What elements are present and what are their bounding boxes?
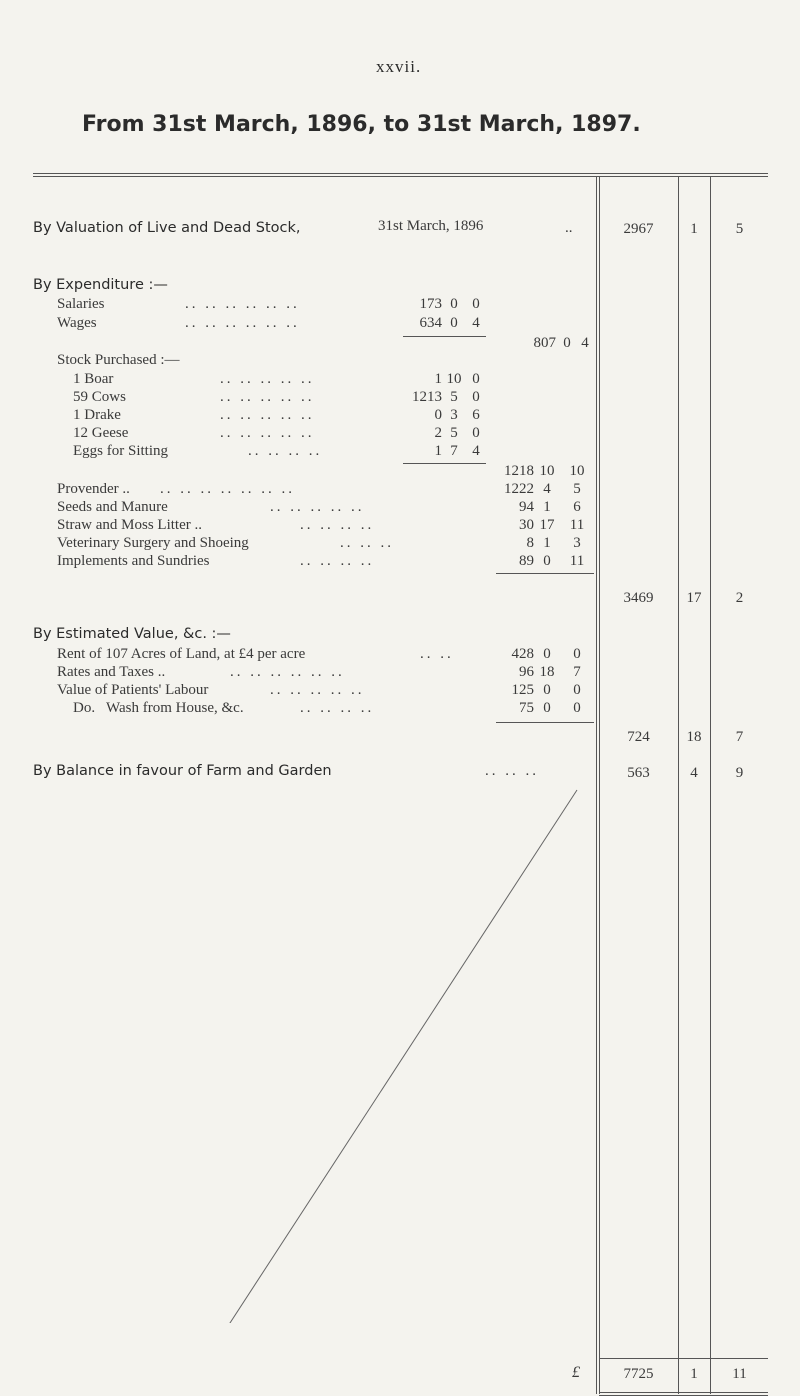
expense-item-leader: .. .. .. (340, 535, 394, 551)
expense-item-leader: .. .. .. .. .. (270, 499, 365, 515)
stock-item-leader: .. .. .. .. .. (220, 407, 315, 423)
estimated-item-leader: .. .. .. .. .. (270, 682, 365, 698)
expense-item-pounds: 1222 (504, 481, 534, 497)
stock-item-label: 1 Drake (73, 407, 121, 423)
valuation-shillings: 1 (690, 221, 698, 237)
stock-item-pence: 4 (472, 443, 480, 459)
stock-item-leader: .. .. .. .. .. (220, 371, 315, 387)
valuation-pounds: 2967 (623, 221, 654, 237)
balance-shillings: 4 (690, 765, 698, 781)
wages-shillings: 0 (450, 315, 458, 331)
expense-item-label: Veterinary Surgery and Shoeing (57, 535, 249, 551)
salaries-pounds: 173 (419, 296, 442, 312)
expenditure-total-shillings: 17 (686, 590, 702, 606)
grand-total-rule-bottom (599, 1392, 768, 1393)
estimated-item-pence: 7 (573, 664, 581, 680)
wages-subtotal-pounds: 807 (533, 335, 556, 351)
grand-total-pounds: 7725 (623, 1366, 654, 1382)
estimated-item-shillings: 0 (543, 700, 551, 716)
expense-item-pence: 11 (569, 517, 585, 533)
stock-item-pence: 0 (472, 371, 480, 387)
balance-pounds: 563 (627, 765, 650, 781)
stock-item-pence: 0 (472, 389, 480, 405)
stock-item-label: 59 Cows (73, 389, 126, 405)
expense-item-shillings: 0 (543, 553, 551, 569)
stock-item-leader: .. .. .. .. (248, 443, 323, 459)
stock-item-shillings: 5 (450, 425, 458, 441)
expense-item-label: Straw and Moss Litter .. (57, 517, 202, 533)
salaries-label: Salaries (57, 296, 105, 312)
stock-item-label: 1 Boar (73, 371, 114, 387)
expense-item-pounds: 89 (519, 553, 534, 569)
stock-item-pounds: 0 (434, 407, 442, 423)
estimated-item-pence: 0 (573, 646, 581, 662)
estimated-label: By Estimated Value, &c. :— (33, 626, 231, 642)
estimated-item-leader: .. .. (420, 646, 454, 662)
salaries-pence: 0 (472, 296, 480, 312)
valuation-pence: 5 (735, 221, 744, 237)
estimated-item-shillings: 0 (543, 646, 551, 662)
stock-item-pounds: 1 (434, 371, 442, 387)
expense-item-pence: 5 (573, 481, 581, 497)
stock-item-label: Eggs for Sitting (73, 443, 169, 459)
estimated-item-leader: .. .. .. .. (300, 700, 375, 716)
stock-item-pounds: 1 (434, 443, 442, 459)
estimated-item-leader: .. .. .. .. .. .. (230, 664, 345, 680)
page-title: From 31st March, 1896, to 31st March, 1897. (82, 112, 641, 137)
valuation-leader: .. (565, 220, 573, 236)
page-number: xxvii. (376, 57, 422, 76)
expense-item-pounds: 8 (526, 535, 534, 551)
stock-subtotal-pence: 10 (569, 463, 585, 479)
stock-item-shillings: 10 (446, 371, 462, 387)
expenditure-total-pounds: 3469 (623, 590, 654, 606)
stock-item-leader: .. .. .. .. .. (220, 389, 315, 405)
estimated-item-pounds: 75 (519, 700, 534, 716)
stock-item-shillings: 7 (450, 443, 458, 459)
expense-item-shillings: 1 (543, 499, 551, 515)
balance-leader: .. .. .. (485, 763, 539, 779)
expense-item-label: Provender .. (57, 481, 130, 497)
expense-item-label: Seeds and Manure (57, 499, 168, 515)
expense-item-leader: .. .. .. .. (300, 553, 375, 569)
stock-item-pounds: 2 (434, 425, 442, 441)
stock-item-pence: 6 (472, 407, 480, 423)
stock-item-leader: .. .. .. .. .. (220, 425, 315, 441)
expense-item-pence: 6 (573, 499, 581, 515)
estimated-item-label: Do. Wash from House, &c. (73, 700, 244, 716)
stock-item-pence: 0 (472, 425, 480, 441)
expenditure-label: By Expenditure :— (33, 277, 168, 293)
expense-item-shillings: 4 (543, 481, 551, 497)
stock-item-label: 12 Geese (73, 425, 129, 441)
stock-item-shillings: 5 (450, 389, 458, 405)
expense-item-shillings: 17 (539, 517, 555, 533)
expense-item-leader: .. .. .. .. (300, 517, 375, 533)
estimated-item-shillings: 0 (543, 682, 551, 698)
expense-item-label: Implements and Sundries (57, 553, 210, 569)
balance-pence: 9 (735, 765, 744, 781)
wages-subtotal-shillings: 0 (563, 335, 571, 351)
expense-item-pounds: 30 (519, 517, 534, 533)
estimated-item-pounds: 428 (511, 646, 534, 662)
wages-label: Wages (57, 315, 97, 331)
grand-total-rule-top (599, 1358, 768, 1359)
estimated-item-label: Value of Patients' Labour (57, 682, 209, 698)
expense-item-pounds: 94 (519, 499, 534, 515)
estimated-total-pence: 7 (735, 729, 744, 745)
estimated-item-label: Rates and Taxes .. (57, 664, 166, 680)
grand-total-shillings: 1 (690, 1366, 698, 1382)
currency-symbol: £ (572, 1364, 580, 1381)
balance-label: By Balance in favour of Farm and Garden (33, 763, 332, 779)
wages-pence: 4 (472, 315, 480, 331)
salaries-leader: .. .. .. .. .. .. (185, 296, 300, 312)
estimated-item-shillings: 18 (539, 664, 555, 680)
stock-subtotal-shillings: 10 (539, 463, 555, 479)
expenditure-total-pence: 2 (735, 590, 744, 606)
stock-item-shillings: 3 (450, 407, 458, 423)
estimated-item-pence: 0 (573, 700, 581, 716)
wages-subtotal-pence: 4 (581, 335, 589, 351)
salaries-shillings: 0 (450, 296, 458, 312)
expense-item-leader: .. .. .. .. .. .. .. (160, 481, 295, 497)
estimated-total-pounds: 724 (627, 729, 650, 745)
stock-subtotal-pounds: 1218 (504, 463, 534, 479)
grand-total-pence: 11 (732, 1366, 747, 1382)
estimated-item-pounds: 125 (511, 682, 534, 698)
stock-purchased-label: Stock Purchased :— (57, 352, 180, 368)
stock-item-pounds: 1213 (412, 389, 442, 405)
valuation-date: 31st March, 1896 (378, 218, 484, 234)
expense-item-pence: 11 (569, 553, 585, 569)
wages-leader: .. .. .. .. .. .. (185, 315, 300, 331)
wages-pounds: 634 (419, 315, 442, 331)
estimated-item-pounds: 96 (519, 664, 534, 680)
estimated-item-pence: 0 (573, 682, 581, 698)
expense-item-pence: 3 (573, 535, 581, 551)
estimated-item-label: Rent of 107 Acres of Land, at £4 per acre (57, 646, 306, 662)
estimated-total-shillings: 18 (686, 729, 702, 745)
expense-item-shillings: 1 (543, 535, 551, 551)
valuation-label: By Valuation of Live and Dead Stock, (33, 220, 301, 236)
